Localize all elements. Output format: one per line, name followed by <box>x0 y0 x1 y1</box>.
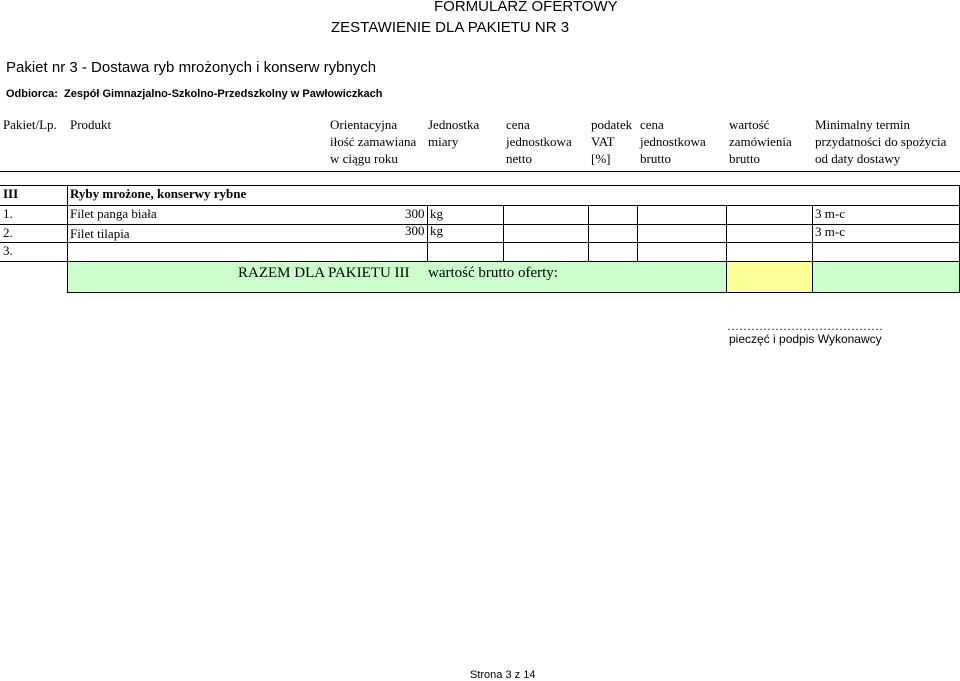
row-divider <box>0 242 960 243</box>
col-header-gross-price-line: brutto <box>640 151 672 166</box>
col-header-gross-price <box>640 116 706 167</box>
col-header-order-value-line: wartość <box>729 117 770 132</box>
row-divider <box>0 171 960 172</box>
col-header-unit-line: miary <box>428 134 459 149</box>
col-header-qty-line: Orientacyjna <box>330 117 398 132</box>
section-name: Ryby mrożone, konserwy rybne <box>70 186 247 201</box>
row-qty: 300 <box>405 223 425 238</box>
col-divider <box>726 205 727 293</box>
row-lp: 2. <box>3 225 13 240</box>
col-header-unit-line: Jednostka <box>428 117 480 132</box>
col-header-net-price-line: cena <box>506 117 530 132</box>
row-expiry: 3 m-c <box>815 206 845 221</box>
row-qty: 300 <box>405 206 425 221</box>
col-header-unit <box>428 116 479 150</box>
col-header-net-price-line: netto <box>506 151 532 166</box>
row-divider <box>67 292 959 293</box>
col-header-order-value-line: zamówienia <box>729 134 792 149</box>
row-unit: kg <box>430 206 443 221</box>
col-divider <box>67 185 68 293</box>
col-divider <box>503 205 504 262</box>
summary-title: ZESTAWIENIE DLA PAKIETU NR 3 <box>331 19 570 36</box>
recipient-label: Odbiorca: <box>6 88 58 100</box>
col-header-product: Produkt <box>70 117 112 132</box>
col-header-expiry-line: Minimalny termin <box>815 117 910 132</box>
signature-line: ………………………………… <box>727 319 883 333</box>
total-value-cell[interactable] <box>727 262 812 292</box>
row-lp: 1. <box>3 206 13 221</box>
col-divider <box>812 205 813 293</box>
col-header-gross-price-line: jednostkowa <box>640 134 706 149</box>
col-header-order-value-line: brutto <box>729 151 761 166</box>
row-product: Filet panga biała <box>70 206 157 221</box>
col-header-lp: Pakiet/Lp. <box>3 117 57 132</box>
package-title: Pakiet nr 3 - Dostawa ryb mrożonych i konserw rybnych <box>6 59 377 76</box>
row-divider <box>0 261 960 262</box>
col-header-qty-line: iłość zamawiana <box>330 134 417 149</box>
col-header-expiry-line: przydatności do spożycia <box>815 134 947 149</box>
row-expiry: 3 m-c <box>815 224 845 239</box>
total-value-label: wartość brutto oferty: <box>428 265 558 281</box>
col-header-expiry-line: od daty dostawy <box>815 151 901 166</box>
col-header-qty-line: w ciągu roku <box>330 151 398 166</box>
total-label: RAZEM DLA PAKIETU III <box>238 265 410 281</box>
form-title: FORMULARZ OFERTOWY <box>434 0 618 15</box>
col-divider <box>637 205 638 262</box>
col-header-net-price-line: jednostkowa <box>506 134 572 149</box>
col-divider <box>588 205 589 262</box>
col-header-vat-line: VAT <box>591 134 615 149</box>
col-header-gross-price-line: cena <box>640 117 664 132</box>
row-lp: 3. <box>3 243 13 258</box>
col-header-vat <box>591 116 632 167</box>
col-divider <box>427 205 428 262</box>
section-code: III <box>3 186 19 201</box>
row-product: Filet tilapia <box>70 226 130 241</box>
col-header-vat-line: [%] <box>591 151 611 166</box>
signature-label: pieczęć i podpis Wykonawcy <box>729 332 882 346</box>
col-header-qty <box>330 116 416 167</box>
page-number: Strona 3 z 14 <box>470 669 536 681</box>
col-header-order-value <box>729 116 792 167</box>
col-header-vat-line: podatek <box>591 117 633 132</box>
recipient-value: Zespół Gimnazjalno-Szkolno-Przedszkolny w Pawłowiczkach <box>64 88 383 100</box>
row-unit: kg <box>430 223 443 238</box>
col-header-expiry <box>815 116 946 167</box>
col-header-net-price <box>506 116 572 167</box>
